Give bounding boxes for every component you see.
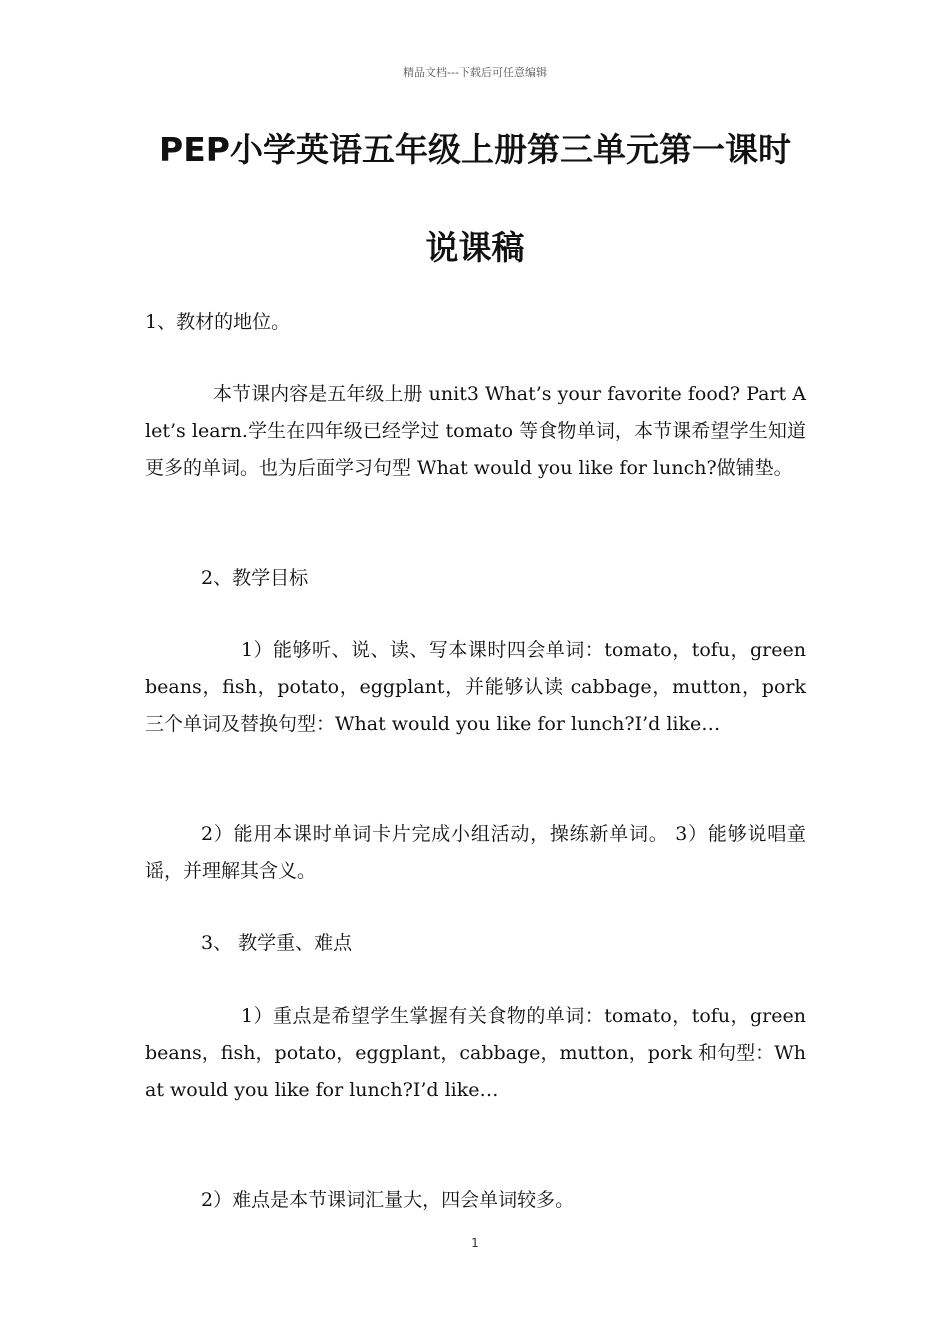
section-1-body: 本节课内容是五年级上册 unit3 What’s your favorite food? Part A let’s learn.学生在四年级已经学过 tomato 等食物单词，本节课希望学生知道更多的单词。也为后面学习句型 What would you like for lunch?做铺垫。 [145, 383, 806, 479]
section-2-heading: 2、教学目标 [201, 567, 309, 589]
document-title-line-2: 说课稿 [425, 228, 525, 267]
section-3-item-1: 1）重点是希望学生掌握有关食物的单词：tomato，tofu，green beans，fish，potato，eggplant，cabbage，mutton，pork 和句型：What would you like for lunch?I’d like… [145, 1005, 806, 1101]
section-2-item-1: 1）能够听、说、读、写本课时四会单词：tomato，tofu，green beans，fish，potato，eggplant，并能够认读 cabbage，mutton，pork 三个单词及替换句型：What would you like for lunch?I’d like… [145, 639, 806, 735]
section-3-heading: 3、 教学重、难点 [201, 932, 353, 954]
page-number: 1 [471, 1236, 479, 1250]
document-title-line-1: PEP小学英语五年级上册第三单元第一课时 [159, 130, 791, 169]
header-note: 精品文档---下载后可任意编辑 [403, 66, 547, 79]
section-2-item-2: 2）能用本课时单词卡片完成小组活动，操练新单词。 3）能够说唱童谣，并理解其含义。 [145, 823, 806, 882]
section-1-heading: 1、教材的地位。 [145, 311, 291, 333]
section-3-item-2: 2）难点是本节课词汇量大，四会单词较多。 [201, 1189, 575, 1211]
